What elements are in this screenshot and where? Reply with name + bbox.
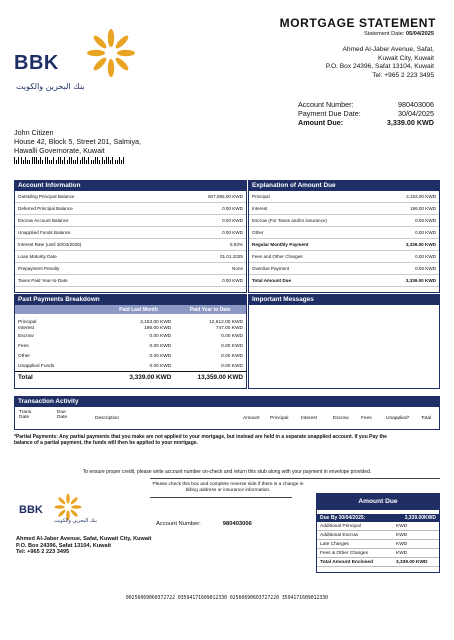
- row-value: 3,339.00 KWD: [405, 278, 436, 283]
- barcode-bar: [119, 157, 120, 164]
- cell-ytd: 12,612.00 KWD: [209, 320, 243, 326]
- barcode-bar: [102, 157, 103, 164]
- table-row: [249, 263, 439, 275]
- cell-last: 0.00 KWD: [149, 353, 172, 359]
- barcode-bar: [84, 157, 85, 164]
- cell-label: Interest: [18, 325, 34, 331]
- table-row: [15, 263, 246, 275]
- row-value: None: [232, 266, 243, 271]
- stub-due-by-row: Due By 30/04/2025: 3,339.00KWD: [317, 514, 439, 522]
- row-label: Loan Maturity Date: [18, 254, 57, 259]
- row-label: Overdue Payment: [252, 266, 290, 271]
- row-value: 3,339.00 KWD: [396, 559, 428, 565]
- address-change-note: Please check this box and complete reverse side if there is a change in billing address or insurance information.: [152, 482, 304, 493]
- cell-label: Principal: [18, 320, 37, 326]
- row-value: KWD: [396, 532, 408, 538]
- logo-arabic: بنك البحرين والكويت: [16, 82, 85, 91]
- row-label: Outstding Principal Balance: [18, 194, 75, 199]
- cell-last: 0.00 KWD: [149, 363, 172, 369]
- cell-last: 0.00 KWD: [149, 343, 172, 349]
- barcode-bar: [112, 157, 113, 164]
- barcode-bar: [80, 160, 81, 164]
- partial-payment-note: *Partial Payments: Any partial payments that you make are not applied to your mortgage, but instead are held in a separate unapplied account. If you Pay the balance of a partial payment, the funds will then be applied to your mortgage.: [14, 434, 387, 446]
- address-change-checkbox[interactable]: [150, 497, 292, 498]
- row-label: Total Amount Enclosed: [320, 559, 374, 565]
- stub-logo-arabic: بنك البحرين والكويت: [54, 518, 97, 524]
- past-payments-title: Past Payments Breakdown: [15, 295, 246, 305]
- cut-line: [150, 478, 440, 479]
- row-label: Escrow Account Balance: [18, 218, 69, 223]
- row-value: 0.00 KWD: [415, 266, 436, 271]
- row-label: Fees & Other Charges: [320, 550, 368, 556]
- row-label: Unapplied Funds Balance: [18, 230, 71, 235]
- row-label: Additional Escrow: [320, 532, 359, 538]
- cell-last: 0.00 KWD: [149, 333, 172, 339]
- barcode-bar: [99, 160, 100, 164]
- cell-ytd: 747.00 KWD: [215, 325, 243, 331]
- table-row: [249, 239, 439, 251]
- barcode-bar: [27, 160, 28, 164]
- row-label: Late Charges: [320, 541, 349, 547]
- row-label: Other: [252, 230, 264, 235]
- barcode-bar: [25, 157, 26, 164]
- table-row: [15, 351, 246, 361]
- row-value: 507,855.00 KWD: [208, 194, 243, 199]
- row-value: 186.00 KWD: [409, 206, 436, 211]
- bbk-logo: [14, 32, 154, 102]
- table-row: [15, 239, 246, 251]
- row-label: Escrow (For Taxes and/or insurance): [252, 218, 327, 223]
- barcode-bar: [56, 160, 57, 164]
- table-row: [15, 331, 246, 341]
- account-info-title: Account Information: [15, 181, 246, 191]
- barcode-bar: [121, 160, 122, 164]
- stub-account-number: Account Number: 980403006: [156, 521, 252, 527]
- barcode-bar: [110, 160, 111, 164]
- barcode-bar: [38, 160, 39, 164]
- barcode-bar: [104, 160, 105, 164]
- row-value: 0.00 KWD: [415, 230, 436, 235]
- barcode-bar: [73, 160, 74, 164]
- account-summary: Account Number: 980403006 Payment Due Date: 30/04/2025 Amount Due: 3,339.00 KWD: [298, 100, 434, 127]
- table-row: [317, 522, 439, 531]
- table-row: [15, 251, 246, 263]
- row-label: Prepayment Penalty: [18, 266, 60, 271]
- cell-label: Fees: [18, 343, 29, 349]
- barcode-bar: [42, 160, 43, 164]
- cell-ytd: 0.00 KWD: [221, 333, 243, 339]
- row-label: Regular Monthly Payment: [252, 242, 309, 247]
- barcode-bar: [115, 160, 116, 164]
- postal-barcode: [14, 157, 136, 164]
- important-messages-title: Important Messages: [249, 295, 439, 305]
- row-value: KWD: [396, 541, 408, 547]
- barcode-bar: [97, 157, 98, 164]
- barcode-bar: [69, 157, 70, 164]
- barcode-bar: [64, 157, 65, 164]
- barcode-bar: [18, 157, 19, 164]
- barcode-bar: [106, 157, 107, 164]
- barcode-bar: [123, 157, 124, 164]
- explanation-panel: [248, 180, 440, 293]
- table-row: [15, 203, 246, 215]
- row-value: 01.01.2025: [220, 254, 243, 259]
- row-label: Interest Rate (until 30/04/2025): [18, 242, 82, 247]
- row-label: Additional Principal: [320, 523, 361, 529]
- barcode-bar: [77, 157, 78, 164]
- barcode-bar: [34, 157, 35, 164]
- transaction-activity-title: Transaction Activity: [15, 397, 439, 407]
- table-row: [15, 191, 246, 203]
- barcode-bar: [62, 160, 63, 164]
- barcode-bar: [36, 157, 37, 164]
- table-row: [15, 341, 246, 351]
- barcode-bar: [71, 157, 72, 164]
- row-label: Fees and Other Charges: [252, 254, 303, 259]
- table-row: [15, 320, 246, 326]
- cell-ytd: 0.00 KWD: [221, 353, 243, 359]
- row-value: KWD: [396, 523, 408, 529]
- table-row: [249, 191, 439, 203]
- paid-ytd-header: Paid Year to Date: [189, 306, 231, 313]
- row-value: 3,153.00 KWD: [406, 194, 436, 199]
- cell-label: Escrow: [18, 333, 34, 339]
- table-row: [15, 275, 246, 287]
- cell-ytd: 0.00 KWD: [221, 343, 243, 349]
- barcode-bar: [93, 160, 94, 164]
- barcode-bar: [75, 160, 76, 164]
- barcode-bar: [16, 160, 17, 164]
- barcode-bar: [117, 160, 118, 164]
- row-label: Principal: [252, 194, 270, 199]
- row-value: 0.00 KWD: [222, 278, 243, 283]
- sun-logo-icon: [86, 28, 136, 78]
- past-payments-panel: [14, 294, 247, 389]
- statement-date: Statement Date: 05/04/2025: [364, 31, 434, 37]
- table-row: [317, 558, 439, 567]
- table-row: [317, 531, 439, 540]
- logo-text: BBK: [14, 52, 59, 74]
- important-messages-panel: [248, 294, 440, 389]
- barcode-bar: [14, 157, 15, 164]
- stub-logo-text: BBK: [19, 504, 43, 516]
- table-row: [317, 540, 439, 549]
- barcode-bar: [82, 157, 83, 164]
- past-payments-total: Total 3,339.00 KWD 13,359.00 KWD: [15, 371, 246, 383]
- barcode-bar: [40, 157, 41, 164]
- cell-label: Other: [18, 353, 30, 359]
- table-row: [249, 251, 439, 263]
- stub-bank-address: Ahmed Al-Jaber Avenue, Safat, Kuwait City, Kuwait P.O. Box 24396, Safat 13104, Kuwait Tel: +965 2 223 3495: [16, 536, 152, 556]
- barcode-bar: [95, 157, 96, 164]
- barcode-bar: [49, 160, 50, 164]
- credit-note: To ensure proper credit, please write account number on-check and return this stub along with your payment in envelope provided.: [82, 469, 372, 475]
- row-value: 0.00 KWD: [222, 218, 243, 223]
- table-row: [317, 549, 439, 558]
- row-label: Deferred Principal Balance: [18, 206, 73, 211]
- barcode-bar: [88, 157, 89, 164]
- barcode-bar: [47, 157, 48, 164]
- paid-last-month-header: Paid Last Month: [119, 306, 158, 313]
- barcode-bar: [53, 157, 54, 164]
- row-value: 0.00 KWD: [222, 206, 243, 211]
- row-value: 0.00 KWD: [222, 230, 243, 235]
- table-row: [249, 203, 439, 215]
- barcode-bar: [21, 157, 22, 164]
- row-value: 0.00 KWD: [415, 254, 436, 259]
- row-label: Total Amount Due: [252, 278, 292, 283]
- table-row: [15, 326, 246, 332]
- stub-amount-due-panel: [316, 493, 440, 573]
- transaction-columns: Trans. Date Due Date Description Amount Principal Interest Escrow Fees Unapplied* Total: [19, 410, 432, 421]
- sun-logo-icon: [54, 493, 82, 521]
- barcode-bar: [108, 157, 109, 164]
- barcode-bar: [60, 157, 61, 164]
- table-row: [249, 227, 439, 239]
- barcode-bar: [29, 160, 30, 164]
- barcode-bar: [86, 160, 87, 164]
- row-value: 5.93%: [229, 242, 243, 247]
- table-row: [15, 227, 246, 239]
- row-label: Interest: [252, 206, 268, 211]
- table-row: [249, 215, 439, 227]
- barcode-bar: [91, 160, 92, 164]
- barcode-bar: [51, 160, 52, 164]
- row-value: 3,339.00 KWD: [405, 242, 436, 247]
- cell-last: 186.00 KWD: [144, 325, 172, 331]
- cell-last: 3,153.00 KWD: [140, 320, 172, 326]
- barcode-bar: [67, 160, 68, 164]
- account-info-panel: [14, 180, 247, 293]
- page-title: MORTGAGE STATEMENT: [279, 16, 436, 30]
- transaction-activity-panel: [14, 396, 440, 430]
- table-row: [15, 215, 246, 227]
- stub-amount-due-title: Amount Due: [317, 494, 439, 510]
- bank-address: Ahmed Al-Jaber Avenue, Safat, Kuwait City, Kuwait P.O. Box 24396, Safat 13104, Kuwait Tel: +965 2 223 3495: [325, 46, 434, 79]
- table-row: [249, 275, 439, 287]
- barcode-bar: [23, 160, 24, 164]
- cell-label: Unapplied Funds: [18, 363, 55, 369]
- explanation-title: Explanation of Amount Due: [249, 181, 439, 191]
- customer-address: John Citizen House 42, Block 5, Street 201, Salmiya, Hawalli Governorate, Kuwait: [14, 128, 142, 155]
- cell-ytd: 0.00 KWD: [221, 363, 243, 369]
- row-value: KWD: [396, 550, 408, 556]
- stub-logo: [14, 493, 104, 533]
- table-row: [15, 361, 246, 371]
- micr-line: 00256069060372722 03594171609012330 02560690603727220 3594171609012330: [125, 596, 329, 601]
- barcode-bar: [45, 157, 46, 164]
- row-value: 0.00 KWD: [415, 218, 436, 223]
- barcode-bar: [58, 157, 59, 164]
- barcode-bar: [32, 157, 33, 164]
- row-label: Taxes Paid Year-to-Date: [18, 278, 68, 283]
